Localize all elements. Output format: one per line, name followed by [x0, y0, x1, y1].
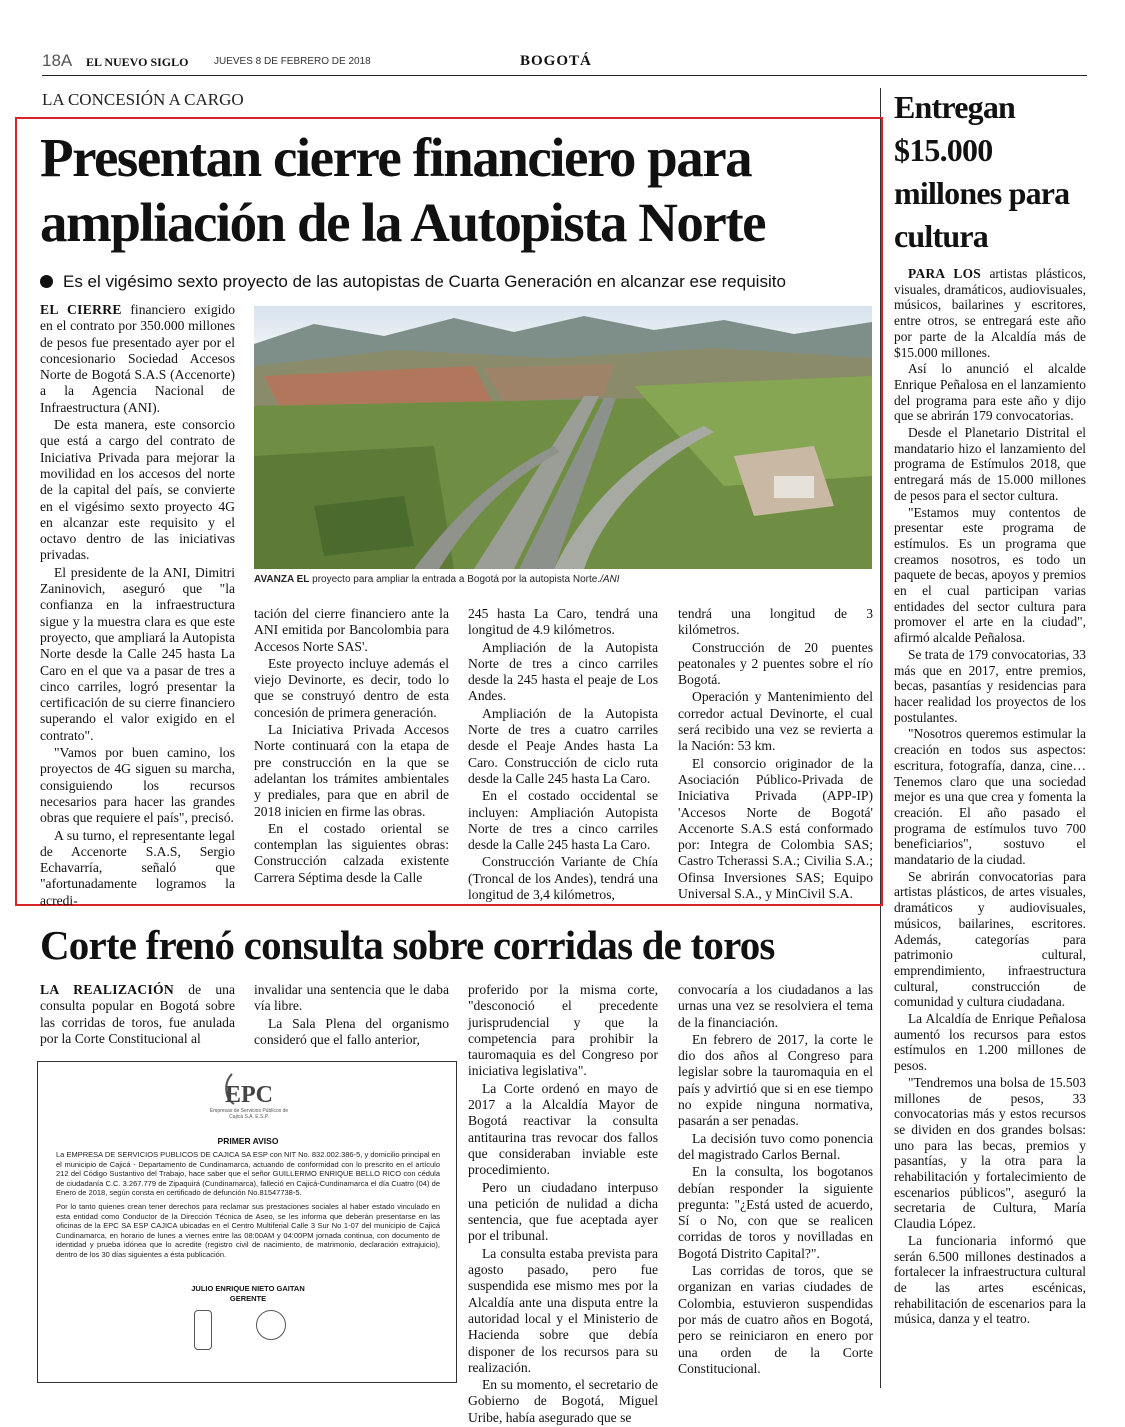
second-column-4	[678, 982, 873, 1378]
photo-credit: /ANI	[600, 574, 620, 585]
paragraph: Pero un ciudadano interpuso una petición de nulidad a dicha sentencia, que fue aceptada ayer por el tribunal.	[468, 1179, 658, 1244]
section-name: BOGOTÁ	[520, 53, 592, 69]
notice-title: PRIMER AVISO	[217, 1136, 279, 1146]
main-headline-line2: ampliación de la Autopista Norte	[40, 192, 766, 253]
paragraph: Ampliación de la Autopista Norte de tres a cinco carriles desde la 245 hasta el peaje de Los Andes.	[468, 639, 658, 704]
notice-signature	[38, 1284, 458, 1304]
paragraph	[40, 982, 235, 1047]
paragraph: En el costado occidental se incluyen: Ampliación Autopista Norte de tres a cinco carriles desde la Calle 245 hasta La Caro.	[468, 788, 658, 853]
paragraph: En su momento, el secretario de Gobierno de Bogotá, Miguel Uribe, había asegurado que se	[468, 1377, 658, 1425]
main-headline-line1: Presentan cierre financiero para	[40, 127, 752, 188]
page-number: 18A	[42, 51, 73, 70]
epc-logo-icon	[214, 1068, 284, 1130]
paragraph: La funcionaria informó que serán 6.500 millones destinados a fortalecer la infraestructura cultural de las artes escénicas, rehabilitación de escenarios para la música, danza y el teatro.	[894, 1232, 1086, 1327]
certification-seal-icon	[256, 1310, 286, 1340]
paragraph	[894, 266, 1086, 360]
second-column-3	[468, 982, 658, 1427]
paragraph: Así lo anunció el alcalde Enrique Peñalosa en el lanzamiento del programa para este año y dijo que se abrirán 179 convocatorias.	[894, 361, 1086, 424]
paragraph: A su turno, el representante legal de Accenorte S.A.S, Sergio Echavarría, señaló que "afortunadamente logramos la acredi-	[40, 827, 235, 908]
paragraph: En la consulta, los bogotanos debían responder la siguiente pregunta: "¿Está usted de acuerdo, Sí o No, con que se realicen corridas de toros y novilladas en Bogotá Distrito Capital?".	[678, 1164, 873, 1261]
paragraph: La Alcaldía de Enrique Peñalosa aumentó los recursos para estos estímulos en 1.200 millones de pesos.	[894, 1011, 1086, 1074]
second-headline: Corte frenó consulta sobre corridas de toros	[40, 922, 775, 968]
paragraph-text: financiero exigido en el contrato por 350.000 millones de pesos fue presentado ayer por el concesionario Sociedad Accesos Norte de Bogotá S.A.S (Accenorte) a la Agencia Nacional de Infraestructura (ANI).	[40, 302, 236, 415]
lead-in: PARA LOS	[908, 266, 982, 281]
paragraph: "Nosotros queremos estimular la creación en todos sus aspectos: escritura, fotografía, danza, cine… Tenemos claro que una sociedad mejor es una que crea y fomenta la creación. El año pasado el programa de estímulos tuvo 700 beneficiarios", sostuvo el mandatario de la ciudad.	[894, 726, 1086, 868]
page-header	[42, 50, 1087, 76]
logo-text: EPC	[225, 1082, 273, 1108]
main-column-3	[468, 606, 658, 904]
paragraph: Las corridas de toros, que se organizan en varias ciudades de Colombia, estuvieron suspendidas por más de cuatro años en Bogotá, pero se reiniciaron en enero por una orden de la Corte Constitucional.	[678, 1263, 873, 1376]
paragraph: Este proyecto incluye además el viejo Devinorte, es decir, todo lo que se construyó dentro de esta concesión de primera generación.	[254, 655, 449, 720]
photo-caption	[254, 574, 620, 585]
publication-date: JUEVES 8 DE FEBRERO DE 2018	[214, 56, 371, 67]
side-column	[894, 266, 1086, 1328]
paragraph: "Tendremos una bolsa de 15.503 millones de pesos, 33 convocatorias más y estos recursos se dividen en dos grandes bolsas: uno para las becas, premios y pasantías, y la otra para la rehabilitación y fortalecimiento de escenarios públicos", aseguró la secretaria de Cultura, María Claudia López.	[894, 1074, 1086, 1232]
paragraph: "Vamos por buen camino, los proyectos de 4G siguen su marcha, consiguiendo los recursos necesarios para hacer las grandes obras que requiere el país", precisó.	[40, 745, 235, 826]
aerial-highway-image	[254, 306, 872, 569]
paragraph: tendrá una longitud de 3 kilómetros.	[678, 606, 873, 638]
paragraph: Se abrirán convocatorias para artistas plásticos, de artes visuales, dramáticos y audiovisuales, músicos, bailarines, escritores. Además, categorías para patrimonio cultural, emprendimiento, infraestructura cultural, construcción de comunidad y cultura ciudadana.	[894, 868, 1086, 1010]
paragraph: La Corte ordenó en mayo de 2017 a la Alcaldía Mayor de Bogotá reactivar la consulta antitaurina tras revocar dos fallos que consideraban inviable este procedimiento.	[468, 1080, 658, 1178]
main-subhead-text: Es el vigésimo sexto proyecto de las autopistas de Cuarta Generación en alcanzar ese requisito	[63, 272, 786, 291]
bullet-icon	[40, 275, 53, 288]
main-headline	[40, 125, 875, 255]
caption-text: proyecto para ampliar la entrada a Bogotá por la autopista Norte.	[309, 574, 601, 585]
main-column-1	[40, 302, 235, 910]
recycle-seal-icon	[194, 1310, 212, 1350]
paragraph: En febrero de 2017, la corte le dio dos años al Congreso para legislar sobre la tauromaquia en el país y advirtió que si en ese tiempo no expide ninguna normativa, pasarán a ser penadas.	[678, 1031, 873, 1129]
paragraph: La Iniciativa Privada Accesos Norte continuará con la etapa de pre construcción en la que se adelantan los trámites ambientales y prediales, para que en abril de 2018 inicien en firme las obras.	[254, 722, 449, 819]
paragraph: El presidente de la ANI, Dimitri Zaninovich, aseguró que "la confianza en la infraestructura sigue y la muestra clara es que este proyecto, que ampliará la Autopista Norte desde la Calle 245 hasta La Caro en el que va a pasar de tres a cinco carriles, logró presentar la certificación de su cierre financiero superando el valor exigido en el contrato".	[40, 564, 235, 743]
second-column-1	[40, 982, 235, 1048]
epc-logo	[209, 1068, 289, 1130]
highway-photo	[254, 306, 872, 569]
paragraph-text: artistas plásticos, visuales, dramáticos, audiovisuales, músicos, bailarines y escritores, entre otros, se entregará este año por parte de la Alcaldía más de $15.000 millones.	[894, 266, 1086, 360]
main-subhead	[40, 272, 880, 292]
paragraph: Se trata de 179 convocatorias, 33 más que en 2017, entre premios, becas, pasantías y residencias para hacer realidad los proyectos de los postulantes.	[894, 646, 1086, 725]
paragraph: invalidar una sentencia que le daba vía libre.	[254, 982, 449, 1014]
paragraph: El consorcio originador de la Asociación Público-Privada de Iniciativa Privada (APP-IP) 'Accesos Norte de Bogotá' Accenorte S.A.S está conformado por: Integra de Colombia SAS; Castro Tcherassi S.A.; Civilia S.A.; Ofinsa Inversiones SAS; Equipo Universal S.A., y MinCivil S.A.	[678, 755, 873, 902]
paragraph: La decisión tuvo como ponencia del magistrado Carlos Bernal.	[678, 1130, 873, 1162]
paragraph: convocaría a los ciudadanos a las urnas una vez se resolviera el tema de la financiación.	[678, 982, 873, 1030]
paragraph: "Estamos muy contentos de presentar este programa de estímulos. Es un programa que creamos nosotros, es todo un paquete de becas, apoyos y premios en el cual participan varias entidades del sector cultura para promover el arte en la ciudad", afirmó alcalde Peñalosa.	[894, 504, 1086, 646]
paragraph: Desde el Planetario Distrital el mandatario hizo el lanzamiento del programa de Estímulos 2018, que entregará más de 15.000 millones de pesos para el sector cultura.	[894, 425, 1086, 503]
lead-in: LA REALIZACIÓN	[40, 982, 175, 997]
main-column-4	[678, 606, 873, 903]
paragraph	[40, 302, 235, 416]
second-column-2	[254, 982, 449, 1049]
paragraph: La consulta estaba prevista para agosto pasado, pero fue suspendida ese mismo mes por la Alcaldía ante una disputa entre la autoridad local y el Ministerio de Hacienda sobre que debía disponer de los recursos para su realización.	[468, 1245, 658, 1375]
notice-paragraph: La EMPRESA DE SERVICIOS PUBLICOS DE CAJICA SA ESP con NIT No. 832.002.386-5, y domicilio principal en el municipio de Cajicá - Departamento de Cundinamarca, actuando de conformidad con lo prescrito en el artículo 212 del Código Sustantivo del Trabajo, hace saber que el señor GUILLERMO ENRIQUE BELLO RICO con cédula de ciudadanía C.C. 3.267.779 de Zipaquirá (Cundinamarca), falleció en Cajicá-Cundinamarca el día Cuatro (04) de Enero de 2018, según consta en certificado de defunción No.81547738-5.	[56, 1150, 440, 1198]
newspaper-name: EL NUEVO SIGLO	[86, 55, 189, 69]
signer-name: JULIO ENRIQUE NIETO GAITAN	[191, 1284, 305, 1293]
paragraph: proferido por la misma corte, "desconoció el precedente jurisprudencial y que la competencia para prohibir la tauromaquia es del Congreso por iniciativa legislativa".	[468, 982, 658, 1079]
legal-notice	[37, 1061, 457, 1383]
caption-lead: AVANZA EL	[254, 574, 310, 585]
paragraph: La Sala Plena del organismo consideró que el fallo anterior,	[254, 1015, 449, 1047]
article-kicker: LA CONCESIÓN A CARGO	[42, 90, 244, 109]
notice-paragraph: Por lo tanto quienes crean tener derechos para reclamar sus prestaciones sociales al haber estado vinculado en esta entidad como Conductor de la Dirección Técnica de Aseo, se les informa que deberán presentarse en las oficinas de la EPC SA ESP CAJICA ubicadas en el Centro Multiferial Calle 3 Sur No 1-07 del municipio de Cajicá Cundinamarca, en horario de lunes a viernes entre las 08:00AM y 04:00PM jornada continua, con documento de identidad y prueba idónea que lo acredite (registro civil de nacimiento, de matrimonio, declaración extrajuicio), dentro de los 30 días siguientes a ésta publicación.	[56, 1201, 440, 1259]
paragraph-text: de una consulta popular en Bogotá sobre las corridas de toros, fue anulada por la Corte Constitucional al	[40, 982, 235, 1046]
logo-tagline: Empresas de Servicios Públicos de Cajicá S.A. E.S.P.	[209, 1108, 289, 1120]
paragraph: Operación y Mantenimiento del corredor actual Devinorte, el cual será recibido una vez se revierta a la Nación: 53 km.	[678, 689, 873, 754]
paragraph: En el costado oriental se contemplan las siguientes obras: Construcción calzada existente Carrera Séptima desde la Calle	[254, 820, 449, 885]
paragraph: 245 hasta La Caro, tendrá una longitud de 4.9 kilómetros.	[468, 606, 658, 638]
notice-body	[56, 1150, 440, 1260]
signer-role: GERENTE	[229, 1294, 267, 1303]
paragraph: De esta manera, este consorcio que está a cargo del contrato de Iniciativa Privada para mejorar la movilidad en los accesos del norte de la capital del país, se convierte en el vigésimo sexto proyecto 4G en alcanzar este requisito y el octavo dentro de las iniciativas privadas.	[40, 417, 235, 563]
paragraph: Construcción de 20 puentes peatonales y 2 puentes sobre el río Bogotá.	[678, 639, 873, 688]
side-headline: Entregan $15.000 millones para cultura	[894, 89, 1070, 254]
paragraph: tación del cierre financiero ante la ANI emitida por Bancolombia para Accesos Norte SAS'.	[254, 606, 449, 654]
paragraph: Ampliación de la Autopista Norte de tres a cuatro carriles desde el Peaje Andes hasta La Caro. Construcción de ciclo ruta desde la Calle 245 hasta La Caro.	[468, 705, 658, 786]
main-column-2	[254, 606, 449, 887]
paragraph: Construcción Variante de Chía (Troncal de los Andes), tendrá una longitud de 3,4 kilómetros,	[468, 854, 658, 903]
lead-in: EL CIERRE	[40, 302, 122, 317]
